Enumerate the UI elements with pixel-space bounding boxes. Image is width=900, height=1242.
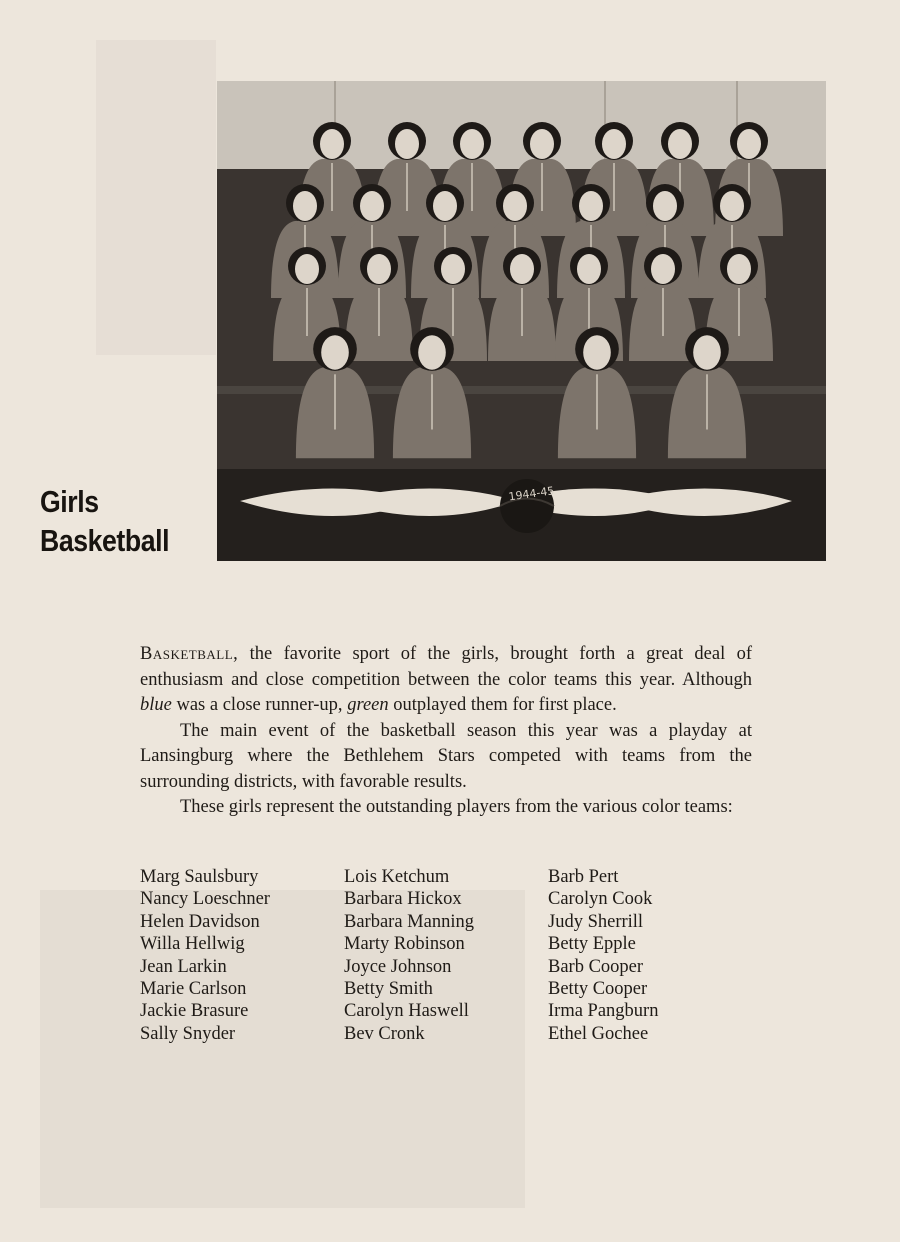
player-face [367, 254, 391, 284]
player-list-column-3 [548, 866, 658, 1045]
player-name: Ethel Gochee [548, 1023, 649, 1044]
player-name: Marie Carlson [140, 979, 247, 1000]
team-photo-illustration [217, 81, 826, 561]
player-face [579, 191, 603, 221]
player-name: Betty Epple [548, 934, 636, 955]
player-face [460, 129, 484, 159]
player-name: Marg Saulsbury [140, 867, 259, 887]
player-name: Betty Cooper [548, 979, 648, 1000]
lead-word: Basketball, [140, 644, 239, 664]
player-face [653, 191, 677, 221]
player-name: Irma Pangburn [548, 1001, 659, 1022]
heading-line-2: Basketball [40, 523, 170, 558]
bleed-through-shadow [96, 40, 216, 355]
player-face [295, 254, 319, 284]
team-blue: blue [140, 695, 172, 715]
player-face [602, 129, 626, 159]
player-name: Barbara Hickox [344, 889, 462, 910]
player-name: Barb Pert [548, 867, 619, 887]
player-list-column-2 [344, 866, 474, 1045]
player-name: Barb Cooper [548, 956, 644, 977]
player-name: Jean Larkin [140, 956, 227, 977]
player-name: Bev Cronk [344, 1023, 425, 1044]
team-green: green [347, 695, 389, 715]
player-name: Marty Robinson [344, 934, 465, 955]
article-body [140, 642, 752, 821]
player-face [577, 254, 601, 284]
player-face [441, 254, 465, 284]
player-face [321, 335, 349, 370]
player-face [433, 191, 457, 221]
team-photo [217, 81, 826, 561]
player-name: Sally Snyder [140, 1023, 236, 1044]
heading-line-1: Girls [40, 484, 99, 519]
paragraph-1-text: was a close runner-up, [171, 695, 348, 715]
player-name: Betty Smith [344, 979, 433, 1000]
player-face [530, 129, 554, 159]
paragraph-2: The main event of the basketball season this year was a playday at Lansingburg where the Bethlehem Stars competed with teams from the surrounding districts, with favorable results. [140, 720, 752, 792]
player-name: Carolyn Cook [548, 889, 653, 910]
player-face [418, 335, 446, 370]
paragraph-1-text: outplayed them for first place. [388, 695, 617, 715]
player-name: Lois Ketchum [344, 867, 450, 887]
paragraph-1-text: the favorite sport of the girls, brought forth a great deal of enthusiasm and close competition between the color teams this year. Although [140, 644, 752, 690]
player-face [583, 335, 611, 370]
player-face [720, 191, 744, 221]
player-name: Barbara Manning [344, 911, 474, 932]
player-name: Jackie Brasure [140, 1001, 249, 1022]
paragraph-1 [140, 642, 752, 719]
player-name: Nancy Loeschner [140, 889, 270, 910]
player-face [693, 335, 721, 370]
player-name: Judy Sherrill [548, 911, 644, 932]
player-face [510, 254, 534, 284]
player-face [503, 191, 527, 221]
player-name: Helen Davidson [140, 911, 260, 932]
player-face [668, 129, 692, 159]
player-name: Willa Hellwig [140, 934, 245, 955]
player-face [737, 129, 761, 159]
player-name: Carolyn Haswell [344, 1001, 469, 1022]
player-face [395, 129, 419, 159]
paragraph-3: These girls represent the outstanding players from the various color teams: [180, 797, 733, 817]
player-face [727, 254, 751, 284]
player-face [651, 254, 675, 284]
ball-year-label: 1944-45 [507, 484, 556, 504]
player-list-column-1 [140, 866, 270, 1045]
player-name: Joyce Johnson [344, 956, 452, 977]
player-face [320, 129, 344, 159]
player-face [293, 191, 317, 221]
page-heading [40, 482, 186, 560]
player-face [360, 191, 384, 221]
